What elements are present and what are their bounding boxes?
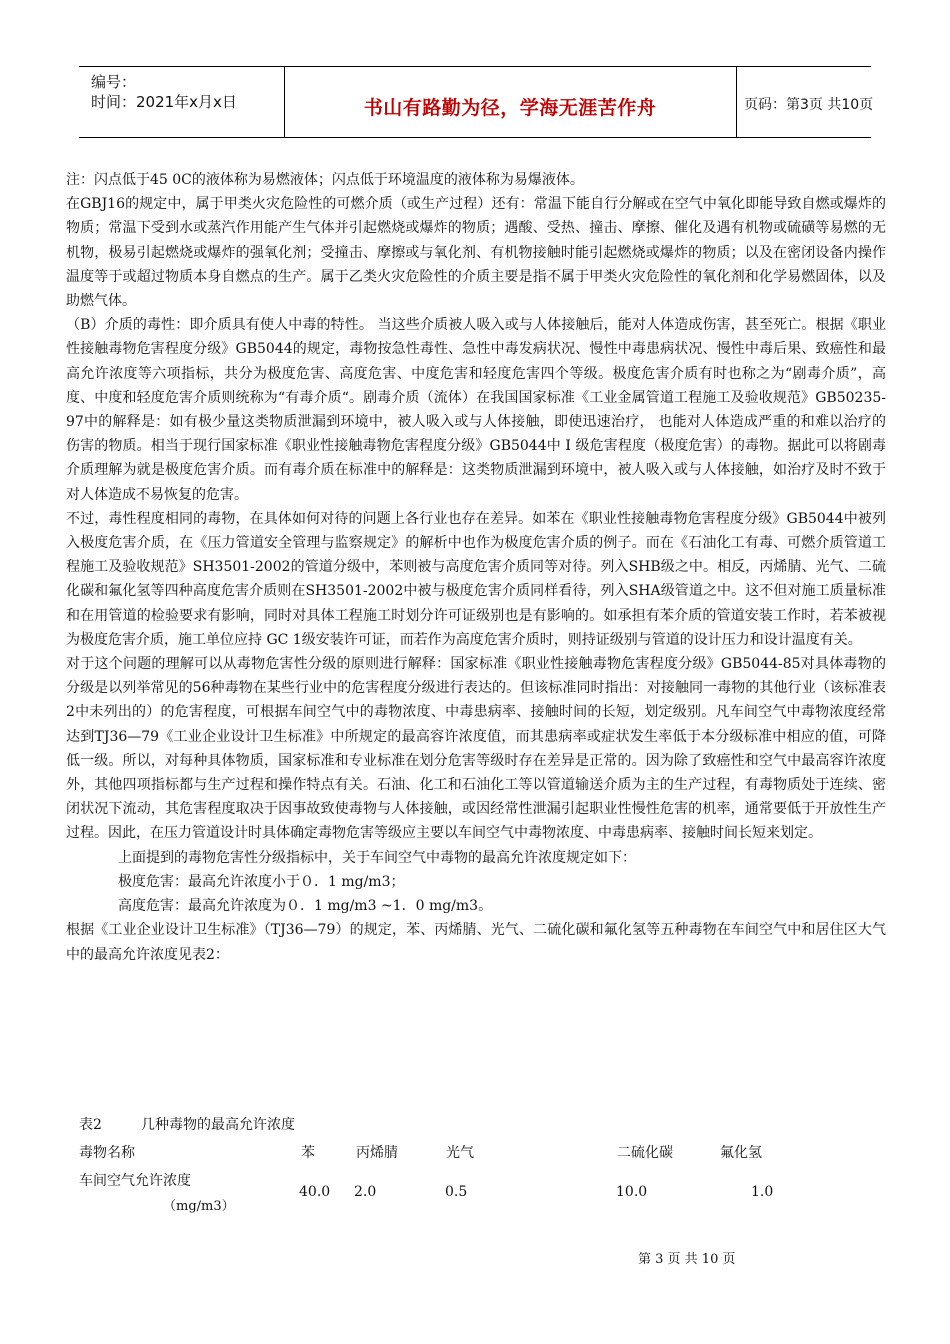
table-row-unit: （mg/m3） — [163, 1199, 235, 1214]
paragraph: 不过，毒性程度相同的毒物，在具体如何对待的问题上各行业也存在差异。如苯在《职业性接触毒物危害程度分级》GB5044中被列入极度危害介质，在《压力管道安全管理与监察规定》的解析中也作为极度危害介质的例子。而在《石油化工有毒、可燃介质管道工程施工及验收规范》SH3501-2002的管道分级中，苯则被与高度危害介质同等对待。列入SHB级之中。相反，丙烯腈、光气、二硫化碳和氟化氢等四种高度危害介质则在SH3501-2002中被与极度危害介质同样看待，列入SHA级管道之中。这不但对施工质量标准和在用管道的检验要求有影响，同时对具体工程施工时划分许可证级别也是有影响的。如承担有苯介质的管道安装工作时，若苯被视为极度危害介质，施工单位应持 GC 1级安装许可证，而若作为高度危害介质时，则持证级别与管道的设计压力和设计温度有关。 — [66, 510, 886, 648]
table-cell: 0.5 — [445, 1184, 468, 1200]
document-number: 编号： — [91, 73, 137, 91]
table-column-header: 氟化氢 — [720, 1145, 762, 1161]
table-name-header: 毒物名称 — [79, 1145, 135, 1161]
table-column-header: 光气 — [446, 1145, 474, 1161]
table-column-header: 苯 — [301, 1145, 315, 1161]
header-motto-cell — [284, 67, 737, 137]
table-caption-number: 表2 — [79, 1117, 102, 1133]
table-column-header: 二硫化碳 — [617, 1145, 673, 1161]
document-date: 时间：2021年x月x日 — [91, 93, 237, 111]
indented-paragraph: 上面提到的毒物危害性分级指标中，关于车间空气中毒物的最高允许浓度规定如下： — [118, 849, 636, 866]
paragraph: 注：闪点低于45 0C的液体称为易燃液体；闪点低于环境温度的液体称为易爆液体。 — [66, 172, 584, 188]
table-cell: 1.0 — [751, 1184, 774, 1200]
table-row-label: 车间空气允许浓度 — [79, 1173, 191, 1189]
header-page-cell — [736, 67, 874, 137]
header-page-code: 页码：第3页 共10页 — [744, 97, 874, 113]
paragraph: 对于这个问题的理解可以从毒物危害性分级的原则进行解释：国家标准《职业性接触毒物危害程度分级》GB5044-85对具体毒物的分级是以列举常见的56种毒物在某些行业中的危害程度分级进行表达的。但该标准同时指出：对接触同一毒物的其他行业（该标准表2中未列出的）的危害程度，可根据车间空气中的毒物浓度、中毒患病率、接触时间的长短，划定级别。凡车间空气中毒物浓度经常达到TJ36—79《工业企业设计卫生标准》中所规定的最高容许浓度值，而其患病率或症状发生率低于本分级标准中相应的值，可降低一级。所以，对每种具体物质，国家标准和专业标准在划分危害等级时存在差异是正常的。因为除了致癌性和空气中最高容许浓度外，其他四项指标都与生产过程和操作特点有关。石油、化工和石油化工等以管道输送介质为主的生产过程，有毒物质处于连续、密闭状况下流动，其危害程度取决于因事故致使毒物与人体接触，或因经常性泄漏引起职业性慢性危害的机率，通常要低于开放性生产过程。因此，在压力管道设计时具体确定毒物危害等级应主要以车间空气中毒物浓度、中毒患病率、接触时间长短来划定。 — [66, 656, 886, 842]
paragraph: （B）介质的毒性：即介质具有使人中毒的特性。 当这些介质被人吸入或与人体接触后，能对人体造成伤害，甚至死亡。根据《职业性接触毒物危害程度分级》GB5044的规定，毒物按急性毒性、急性中毒发病状况、慢性中毒患病状况、慢性中毒后果、致癌性和最高允许浓度等六项指标，共分为极度危害、高度危害、中度危害和轻度危害四个等级。极度危害介质有时也称之为“剧毒介质”，高度、中度和轻度危害介质则统称为“有毒介质“。剧毒介质（流体）在我国国家标准《工业金属管道工程施工及验收规范》GB50235-97中的解释是：如有极少量这类物质泄漏到环境中，被人吸入或与人体接触，即使迅速治疗， 也能对人体造成严重的和难以治疗的伤害的物质。相当于现行国家标准《职业性接触毒物危害程度分级》GB5044中 I 级危害程度（极度危害）的毒物。据此可以将剧毒介质理解为就是极度危害介质。而有毒介质在标准中的解释是：这类物质泄漏到环境中，被人吸入或与人体接触，如治疗及时不致于对人体造成不易恢复的危害。 — [66, 317, 886, 503]
indented-paragraph: 极度危害：最高允许浓度小于０．1 mg/m3； — [118, 873, 405, 890]
header-motto: 书山有路勤为径，学海无涯苦作舟 — [363, 97, 657, 119]
paragraph: 根据《工业企业设计卫生标准》（TJ36—79）的规定，苯、丙烯腈、光气、二硫化碳和氟化氢等五种毒物在车间空气中和居住区大气中的最高允许浓度见表2： — [66, 922, 886, 963]
document-body — [66, 168, 886, 967]
table-caption: 几种毒物的最高允许浓度 — [141, 1117, 295, 1133]
table-cell: 10.0 — [616, 1184, 648, 1200]
table-cell: 2.0 — [354, 1184, 377, 1200]
indented-paragraph: 高度危害：最高允许浓度为０．1 mg/m3 ~1．0 mg/m3。 — [118, 898, 493, 915]
paragraph: 在GBJ16的规定中，属于甲类火灾危险性的可燃介质（或生产过程）还有：常温下能自行分解或在空气中氧化即能导致自燃或爆炸的物质；常温下受到水或蒸汽作用能产生气体并引起燃烧或爆炸的物质；遇酸、受热、撞击、摩擦、催化及遇有机物或硫磺等易燃的无机物，极易引起燃烧或爆炸的强氧化剂；受撞击、摩擦或与氧化剂、有机物接触时能引起燃烧或爆炸的物质；以及在密闭设备内操作温度等于或超过物质本身自燃点的生产。属于乙类火灾危险性的介质主要是指不属于甲类火灾危险性的氧化剂和化学易燃固体，以及助燃气体。 — [66, 196, 886, 310]
page-footer: 第 3 页 共 10 页 — [638, 1252, 736, 1267]
table-cell: 40.0 — [299, 1184, 331, 1200]
table-column-header: 丙烯腈 — [356, 1145, 398, 1161]
header-meta — [79, 67, 285, 137]
page-header — [79, 66, 874, 138]
